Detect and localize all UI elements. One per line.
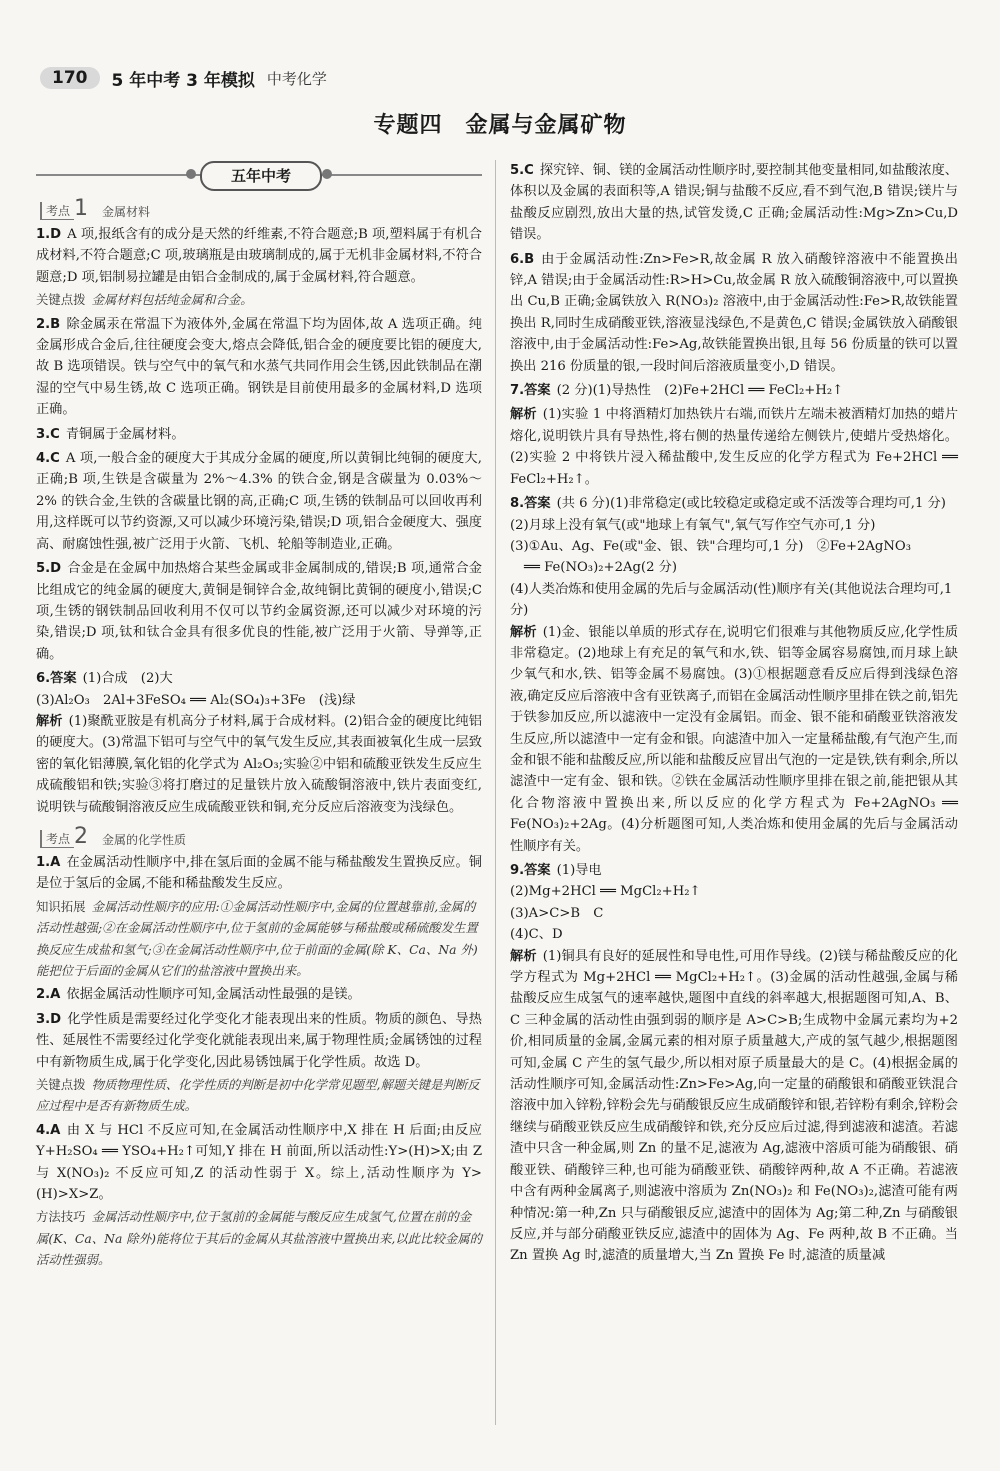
section-banner bbox=[36, 160, 482, 190]
answer-number: 4.C bbox=[36, 451, 60, 467]
answer-number: 9.答案 bbox=[510, 863, 551, 878]
banner-title: 五年中考 bbox=[200, 161, 322, 191]
analysis bbox=[510, 622, 958, 857]
answer-text: 除金属汞在常温下为液体外,金属在常温下均为固体,故 A 选项正确。纯金属形成合金后,往往硬度会变大,熔点会降低,铝合金的硬度要比铝的硬度大,故 B 选项错误。铁与空气中的氧气和水蒸气共同作用会生锈,因此铁制品在潮湿的空气中易生锈,故 C 选项正确。钢铁是目前使用最多的金属材料,D 选项正确。 bbox=[36, 316, 482, 418]
answer-text: 化学性质是需要经过化学变化才能表现出来的性质。物质的颜色、导热性、延展性不需要经过化学变化就能表现出来,属于物理性质;金属锈蚀的过程中有新物质生成,属于化学变化,因此易锈蚀属于化学性质。故选 D。 bbox=[36, 1011, 482, 1070]
note-text: 金属活动性顺序中,位于氢前的金属能与酸反应生成氢气,位置在前的金属(K、Ca、Na 除外)能将位于其后的金属从其盐溶液中置换出来,以此比较金属的活动性强弱。 bbox=[36, 1209, 483, 1268]
answer-item bbox=[510, 160, 958, 246]
answer-number: 2.A bbox=[36, 987, 61, 1003]
answer-item bbox=[510, 493, 958, 514]
note bbox=[36, 1206, 482, 1270]
subject-label: 中考化学 bbox=[266, 69, 327, 88]
answer-text: 依据金属活动性顺序可知,金属活动性最强的是镁。 bbox=[66, 987, 361, 1003]
banner-dot-right bbox=[322, 169, 332, 179]
answer-number: 2.B bbox=[36, 316, 61, 332]
analysis-label: 解析 bbox=[36, 713, 63, 729]
answer-item bbox=[36, 1009, 482, 1073]
banner-dot-left bbox=[186, 169, 196, 179]
answer-line: (3)①Au、Ag、Fe(或"金、银、铁"合理均可,1 分) ②Fe+2AgNO₃ bbox=[510, 538, 911, 554]
section-number: 1 bbox=[74, 196, 89, 221]
section-heading bbox=[40, 198, 482, 220]
answer-number: 4.A bbox=[36, 1122, 61, 1138]
answer-line: ══ Fe(NO₃)₂+2Ag(2 分) bbox=[524, 560, 677, 576]
answer-number: 3.C bbox=[36, 426, 60, 442]
analysis bbox=[510, 404, 958, 490]
note bbox=[36, 289, 482, 310]
section-name: 金属的化学性质 bbox=[102, 832, 187, 847]
answer-item bbox=[36, 448, 482, 555]
analysis-text: (1)金、银能以单质的形式存在,说明它们很难与其他物质反应,化学性质非常稳定。(2)地球上有充足的氧气和水,铁、铝等金属容易腐蚀,而月球上缺少氧气和水,铁、铝等金属不易腐蚀。(3)①根据题意看反应后得到浅绿色溶液,确定反应后溶液中含有亚铁离子,而铝在金属活动性顺序里排在铁之前,铝先于铁参加反应,所以滤液中一定没有金属铝。而金、银不能和硝酸亚铁溶液发生反应,所以滤渣中一定有金和银。向滤渣中加入一定量稀盐酸,有气泡产生,而金和银不能和盐酸反应,所以能和盐酸反应冒出气泡的一定是铁,铁有剩余,所以滤渣中一定有金、银和铁。②铁在金属活动性顺序里排在银之前,能把银从其化合物溶液中置换出来,所以反应的化学方程式为 Fe+2AgNO₃ ══ Fe(NO₃)₂+2Ag。(4)分析题图可知,人类冶炼和使用金属的先后与金属活动性顺序有关。 bbox=[510, 624, 959, 854]
analysis-text: (1)铜具有良好的延展性和导电性,可用作导线。(2)镁与稀盐酸反应的化学方程式为 Mg+2HCl ══ MgCl₂+H₂↑。(3)金属的活动性越强,金属与稀盐酸反应生成氢气的速率越快,题图中直线的斜率越大,根据题图可知,A、B、C 三种金属的活动性由强到弱的顺序是 A>C>B;生成物中金属元素均为+2 价,相同质量的金属,金属元素的相对原子质量越大,产成的氢气越少,根据题图可知,金属 C 产生的氢气最少,所以相对原子质量最大的是 C。(4)根据金属的活动性顺序可知,金属活动性:Zn>Fe>Ag,向一定量的硝酸银和硝酸亚铁混合溶液中加入锌粉,锌粉会先与硝酸银反应生成硝酸锌和银,若锌粉有剩余,锌粉会继续与硝酸亚铁反应生成硝酸锌和铁,充分反应后过滤,得到滤液和滤渣。若滤渣中只含一种金属,则 Zn 的量不足,滤液为 Ag,滤液中溶质可能为硝酸银、硝酸亚铁、硝酸锌三种,也可能为硝酸亚铁、硝酸锌两种,故 A 不正确。若滤液中含有两种金属离子,则滤液中溶质为 Zn(NO₃)₂ 和 Fe(NO₃)₂,滤渣可能有两种情况:第一种,Zn 只与硝酸银反应,滤渣中的固体为 Ag;第二种,Zn 与硝酸银反应,并与部分硝酸亚铁反应,滤渣中的固体为 Ag、Fe 两种,故 B 不正确。当 Zn 置换 Ag 时,滤渣的质量增大,当 Zn 置换 Fe 时,滤渣的质量减 bbox=[510, 948, 958, 1264]
answer-item bbox=[36, 424, 482, 445]
answer-text: 合金是在金属中加热熔合某些金属或非金属制成的,错误;B 项,通常合金比组成它的纯金属的硬度大,黄铜是铜锌合金,故纯铜比黄铜的硬度小,错误;C 项,生锈的钢铁制品回收利用不仅可以节约金属资源,还可以减少对环境的污染,错误;D 项,钛和钛合金具有很多优良的性能,被广泛用于火箭、导弹等,正确。 bbox=[36, 561, 482, 662]
answer-number: 1.A bbox=[36, 854, 61, 870]
note-text: 物质物理性质、化学性质的判断是初中化学常见题型,解题关键是判断反应过程中是否有新物质生成。 bbox=[36, 1077, 480, 1114]
page-number: 170 bbox=[40, 67, 100, 89]
answer-number: 6.答案 bbox=[36, 671, 77, 687]
answer-item bbox=[36, 314, 482, 421]
analysis-label: 解析 bbox=[510, 948, 537, 964]
answer-line: (2)月球上没有氧气(或"地球上有氧气",氧气写作空气亦可,1 分) bbox=[510, 517, 876, 533]
right-column bbox=[510, 160, 958, 1267]
section-heading bbox=[40, 823, 482, 849]
section-tag: 考点 bbox=[40, 202, 74, 220]
answer-text: 由 X 与 HCl 不反应可知,在金属活动性顺序中,X 排在 H 后面;由反应 Y+H₂SO₄ ══ YSO₄+H₂↑可知,Y 排在 H 前面,所以活动性:Y>(H)>X;由 Z 与 X(NO₃)₂ 不反应可知,Z 的活动性弱于 X。综上,活动性顺序为 Y>(H)>X>Z。 bbox=[36, 1122, 482, 1203]
analysis-text: (1)实验 1 中将酒精灯加热铁片右端,而铁片左端未被酒精灯加热的蜡片熔化,说明铁片具有导热性,将右侧的热量传递给左侧铁片,使蜡片受热熔化。(2)实验 2 中将铁片浸入稀盐酸中,发生反应的化学方程式为 Fe+2HCl ══ FeCl₂+H₂↑。 bbox=[510, 407, 959, 487]
analysis-label: 解析 bbox=[510, 407, 537, 423]
answer-line: (2)Mg+2HCl ══ MgCl₂+H₂↑ bbox=[510, 884, 701, 900]
note-label: 知识拓展 bbox=[36, 898, 86, 914]
answer-item bbox=[36, 852, 482, 895]
answer-text: A 项,一般合金的硬度大于其成分金属的硬度,所以黄铜比纯铜的硬度大,正确;B 项,生铁是含碳量为 2%～4.3% 的铁合金,钢是含碳量为 0.03%～2% 的铁合金,生铁的含碳量比钢的高,正确;C 项,生锈的铁制品可以回收再利用,这样既可以节约资源,又可以减少环境污染,错误;D 项,铝合金硬度大、强度高、耐腐蚀性强,被广泛用于火箭、飞机、轮船等制造业,正确。 bbox=[36, 451, 482, 552]
answer-item bbox=[36, 224, 482, 288]
analysis bbox=[510, 946, 958, 1267]
analysis bbox=[36, 711, 482, 818]
answer-number: 1.D bbox=[36, 227, 62, 242]
note bbox=[36, 896, 482, 982]
section-tag: 考点 bbox=[40, 830, 74, 848]
note-text: 金属活动性顺序的应用:①金属活动性顺序中,金属的位置越靠前,金属的活动性越强;②在金属活动性顺序中,位于氢前的金属能够与稀盐酸或稀硫酸发生置换反应生成盐和氢气;③在金属活动性顺序中,位于前面的金属(除 K、Ca、Na 外)能把位于后面的金属从它们的盐溶液中置换出来。 bbox=[36, 898, 478, 978]
answer-item bbox=[510, 860, 958, 881]
section-name: 金属材料 bbox=[102, 205, 151, 219]
answer-item bbox=[36, 1120, 482, 1206]
answer-item bbox=[36, 558, 482, 665]
answer-item bbox=[36, 668, 482, 689]
analysis-label: 解析 bbox=[510, 624, 537, 640]
book-title: 5 年中考 3 年模拟 bbox=[111, 70, 255, 91]
answer-line: (4)人类冶炼和使用金属的先后与金属活动(性)顺序有关(其他说法合理均可,1 分) bbox=[510, 581, 953, 619]
answer-line: (3)A>C>B C bbox=[510, 905, 604, 921]
answer-text: 在金属活动性顺序中,排在氢后面的金属不能与稀盐酸发生置换反应。铜是位于氢后的金属,不能和稀盐酸发生反应。 bbox=[36, 854, 482, 892]
answer-number: 5.C bbox=[510, 163, 534, 178]
answer-text: 由于金属活动性:Zn>Fe>R,故金属 R 放入硝酸锌溶液中不能置换出锌,A 错误;由于金属活动性:R>H>Cu,故金属 R 放入硫酸铜溶液中,可以置换出 Cu,B 正确;金属铁放入 R(NO₃)₂ 溶液中,由于金属活动性:Fe>R,故铁能置换出 R,同时生成硝酸亚铁,溶液显浅绿色,不是黄色,C 错误;金属铁放入硝酸银溶液中,由于金属活动性:Fe>Ag,故铁能置换出银,且每 56 份质量的铁可以置换出 216 份质量的银,一段时间后溶液质量变小,D 错误。 bbox=[510, 251, 958, 374]
answer-text: 青铜属于金属材料。 bbox=[65, 426, 185, 442]
note bbox=[36, 1074, 482, 1117]
page-header bbox=[40, 66, 327, 90]
answer-line: (3)Al₂O₃ 2Al+3FeSO₄ ══ Al₂(SO₄)₃+3Fe (浅)绿 bbox=[36, 692, 356, 708]
answer-number: 7.答案 bbox=[510, 383, 551, 399]
answer-number: 3.D bbox=[36, 1011, 62, 1027]
answer-text: (共 6 分)(1)非常稳定(或比较稳定或稳定或不活泼等合理均可,1 分) bbox=[556, 496, 946, 512]
column-divider bbox=[495, 160, 496, 1425]
topic-title: 专题四 金属与金属矿物 bbox=[373, 113, 627, 138]
answer-item bbox=[510, 249, 958, 377]
note-label: 关键点拨 bbox=[36, 1077, 86, 1093]
answer-number: 5.D bbox=[36, 561, 62, 577]
left-column bbox=[36, 160, 482, 1274]
section-number: 2 bbox=[74, 823, 89, 849]
answer-line: (4)C、D bbox=[510, 927, 563, 943]
answer-text: (1)合成 (2)大 bbox=[82, 671, 173, 687]
note-label: 方法技巧 bbox=[36, 1209, 86, 1225]
answer-text: A 项,报纸含有的成分是天然的纤维素,不符合题意;B 项,塑料属于有机合成材料,不符合题意;C 项,玻璃瓶是由玻璃制成的,属于无机非金属材料,不符合题意;D 项,铝制易拉罐是由铝合金制成的,属于金属材料,符合题意。 bbox=[36, 227, 482, 285]
answer-item bbox=[36, 984, 482, 1005]
answer-text: (2 分)(1)导热性 (2)Fe+2HCl ══ FeCl₂+H₂↑ bbox=[556, 383, 844, 399]
answer-text: 探究锌、铜、镁的金属活动性顺序时,要控制其他变量相同,如盐酸浓度、体积以及金属的表面积等,A 错误;铜与盐酸不反应,看不到气泡,B 错误;镁片与盐酸反应剧烈,放出大量的热,试管发烫,C 正确;金属活动性:Mg>Zn>Cu,D 错误。 bbox=[510, 163, 958, 243]
answer-item bbox=[510, 380, 958, 401]
note-text: 金属材料包括纯金属和合金。 bbox=[91, 292, 253, 308]
answer-text: (1)导电 bbox=[556, 863, 602, 878]
analysis-text: (1)聚酰亚胺是有机高分子材料,属于合成材料。(2)铝合金的硬度比纯铝的硬度大。(3)常温下铝可与空气中的氧气发生反应,其表面被氧化生成一层致密的氧化铝薄膜,氧化铝的化学式为 Al₂O₃;实验②中铝和硫酸亚铁发生反应生成硫酸铝和铁;实验③将打磨过的足量铁片放入硫酸铜溶液中,铁片表面变红,说明铁与硫酸铜溶液反应生成硫酸亚铁和铜,充分反应后溶液变为浅绿色。 bbox=[36, 713, 482, 815]
note-label: 关键点拨 bbox=[36, 292, 86, 308]
answer-number: 6.B bbox=[510, 251, 535, 267]
answer-number: 8.答案 bbox=[510, 496, 551, 512]
